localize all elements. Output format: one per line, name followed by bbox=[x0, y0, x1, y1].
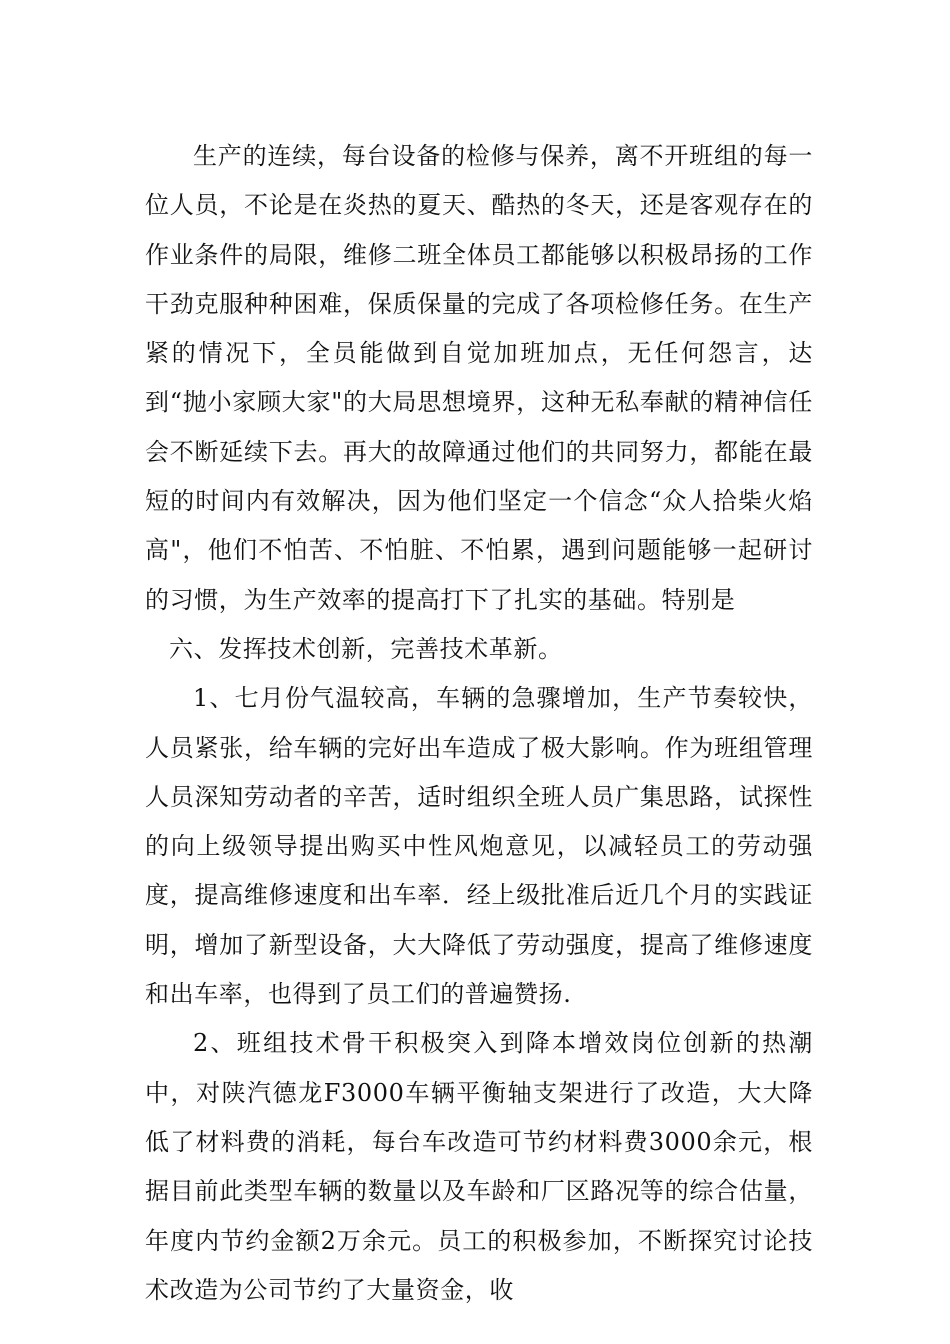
paragraph-item-2: 2、班组技术骨干积极突入到降本增效岗位创新的热潮中，对陕汽德龙F3000车辆平衡轴支架进行了改造，大大降低了材料费的消耗，每台车改造可节约材料费3000余元，根据目前此类型车辆的数量以及车龄和厂区路况等的综合估量，年度内节约金额2万余元。员工的积极参加，不断探究讨论技术改造为公司节约了大量资金，收 bbox=[145, 1029, 813, 1304]
paragraph-team-dedication: 生产的连续，每台设备的检修与保养，离不开班组的每一位人员，不论是在炎热的夏天、酷热的冬天，还是客观存在的作业条件的局限，维修二班全体员工都能够以积极昂扬的工作干劲克服种种困难，保质保量的完成了各项检修任务。在生产紧的情况下，全员能做到自觉加班加点，无任何怨言，达到“抛小家顾大家"的大局思想境界，这种无私奉献的精神信任会不断延续下去。再大的故障通过他们的共同努力，都能在最短的时间内有效解决，因为他们坚定一个信念“众人拾柴火焰高"，他们不怕苦、不怕脏、不怕累，遇到问题能够一起研讨的习惯，为生产效率的提高打下了扎实的基础。特别是 bbox=[145, 142, 813, 614]
section-heading-six: 六、发挥技术创新，完善技术革新。 bbox=[169, 634, 563, 663]
document-body bbox=[145, 132, 813, 1315]
paragraph-item-1: 1、七月份气温较高，车辆的急骤增加，生产节奏较快，人员紧张，给车辆的完好出车造成了极大影响。作为班组管理人员深知劳动者的辛苦，适时组织全班人员广集思路，试探性的向上级领导提出购买中性风炮意见，以减轻员工的劳动强度，提高维修速度和出车率．经上级批准后近几个月的实践证明，增加了新型设备，大大降低了劳动强度，提高了维修速度和出车率，也得到了员工们的普遍赞扬. bbox=[145, 684, 813, 1009]
